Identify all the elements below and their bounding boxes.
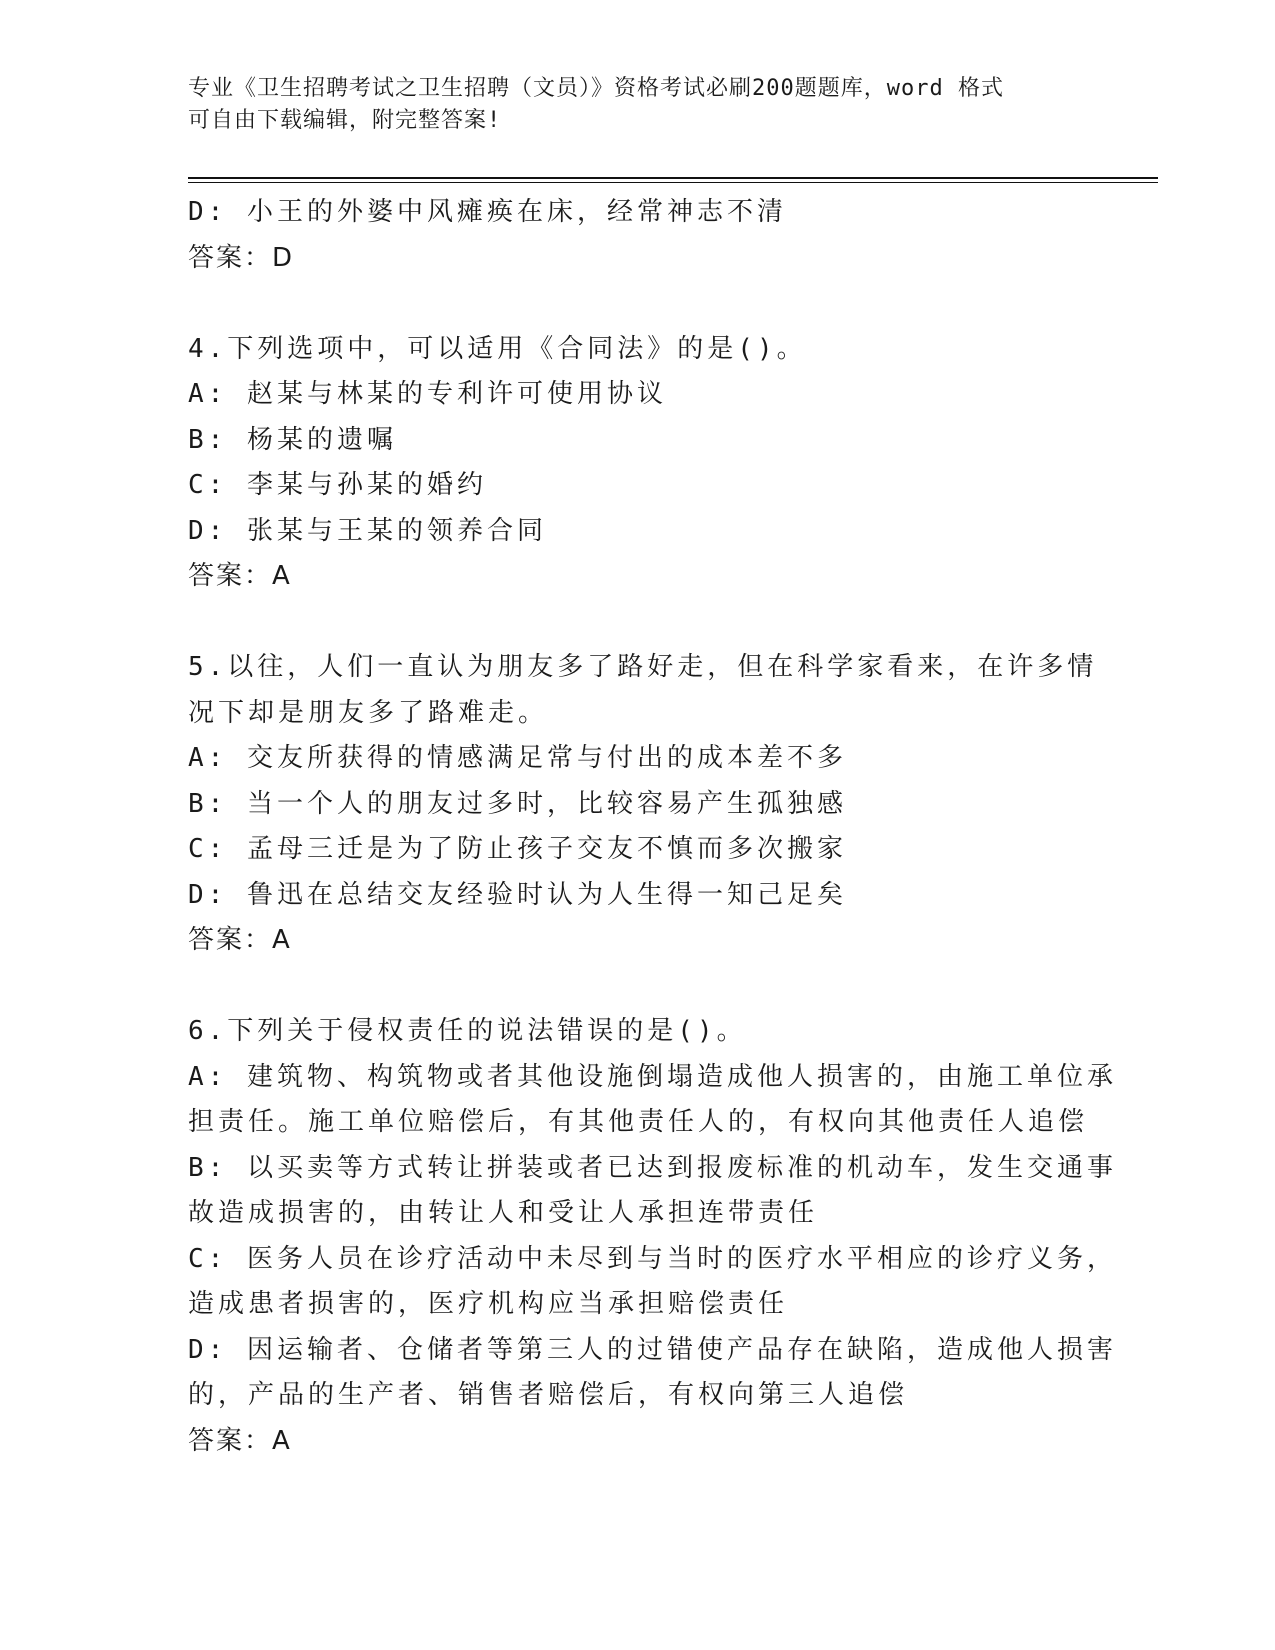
question-4 [188, 327, 1088, 600]
spacer [188, 964, 1088, 1010]
question-5 [188, 645, 1098, 964]
option-c-cont: 造成患者损害的，医疗机构应当承担赔偿责任 [188, 1289, 789, 1319]
answer-line: 答案：A [188, 925, 292, 955]
option-c: C: 孟母三迁是为了防止孩子交友不慎而多次搬家 [188, 834, 847, 864]
option-a: A: 建筑物、构筑物或者其他设施倒塌造成他人损害的，由施工单位承 [188, 1061, 1117, 1092]
option-a-cont: 担责任。施工单位赔偿后，有其他责任人的，有权向其他责任人追偿 [188, 1107, 1089, 1137]
option-d: D: 小王的外婆中风瘫痪在床，经常神志不清 [188, 197, 787, 227]
header-line-2: 可自由下载编辑，附完整答案! [188, 108, 502, 133]
answer-line: 答案：A [188, 1425, 292, 1456]
spacer [188, 600, 1088, 646]
header-divider-thin [188, 182, 1158, 183]
question-stem: 5.以往，人们一直认为朋友多了路好走，但在科学家看来，在许多情 [188, 652, 1098, 682]
spacer [188, 281, 1088, 327]
option-c: C: 李某与孙某的婚约 [188, 470, 487, 500]
answer-line: 答案：A [188, 561, 292, 591]
question-3-tail [188, 190, 1088, 281]
option-a: A: 赵某与林某的专利许可使用协议 [188, 379, 667, 409]
option-d: D: 鲁迅在总结交友经验时认为人生得一知己足矣 [188, 879, 847, 910]
header-line-1: 专业《卫生招聘考试之卫生招聘（文员）》资格考试必刷200题题库，word 格式 [188, 76, 1004, 101]
option-a: A: 交友所获得的情感满足常与付出的成本差不多 [188, 743, 847, 773]
document-header [188, 73, 1068, 137]
question-stem: 6.下列关于侵权责任的说法错误的是()。 [188, 1016, 747, 1046]
option-b: B: 以买卖等方式转让拼装或者已达到报废标准的机动车，发生交通事 [188, 1152, 1117, 1183]
question-list [188, 190, 1117, 1464]
answer-line: 答案：D [188, 242, 295, 273]
option-c: C: 医务人员在诊疗活动中未尽到与当时的医疗水平相应的诊疗义务， [188, 1243, 1117, 1274]
option-b: B: 当一个人的朋友过多时，比较容易产生孤独感 [188, 788, 847, 819]
header-divider-thick [188, 177, 1158, 179]
option-d: D: 张某与王某的领养合同 [188, 515, 547, 546]
question-6 [188, 1009, 1117, 1464]
option-b: B: 杨某的遗嘱 [188, 424, 397, 455]
option-d-cont: 的，产品的生产者、销售者赔偿后，有权向第三人追偿 [188, 1380, 909, 1410]
option-b-cont: 故造成损害的，由转让人和受让人承担连带责任 [188, 1198, 819, 1228]
question-stem: 4.下列选项中，可以适用《合同法》的是()。 [188, 333, 807, 364]
option-d: D: 因运输者、仓储者等第三人的过错使产品存在缺陷，造成他人损害 [188, 1334, 1117, 1365]
question-stem-cont: 况下却是朋友多了路难走。 [188, 697, 549, 728]
